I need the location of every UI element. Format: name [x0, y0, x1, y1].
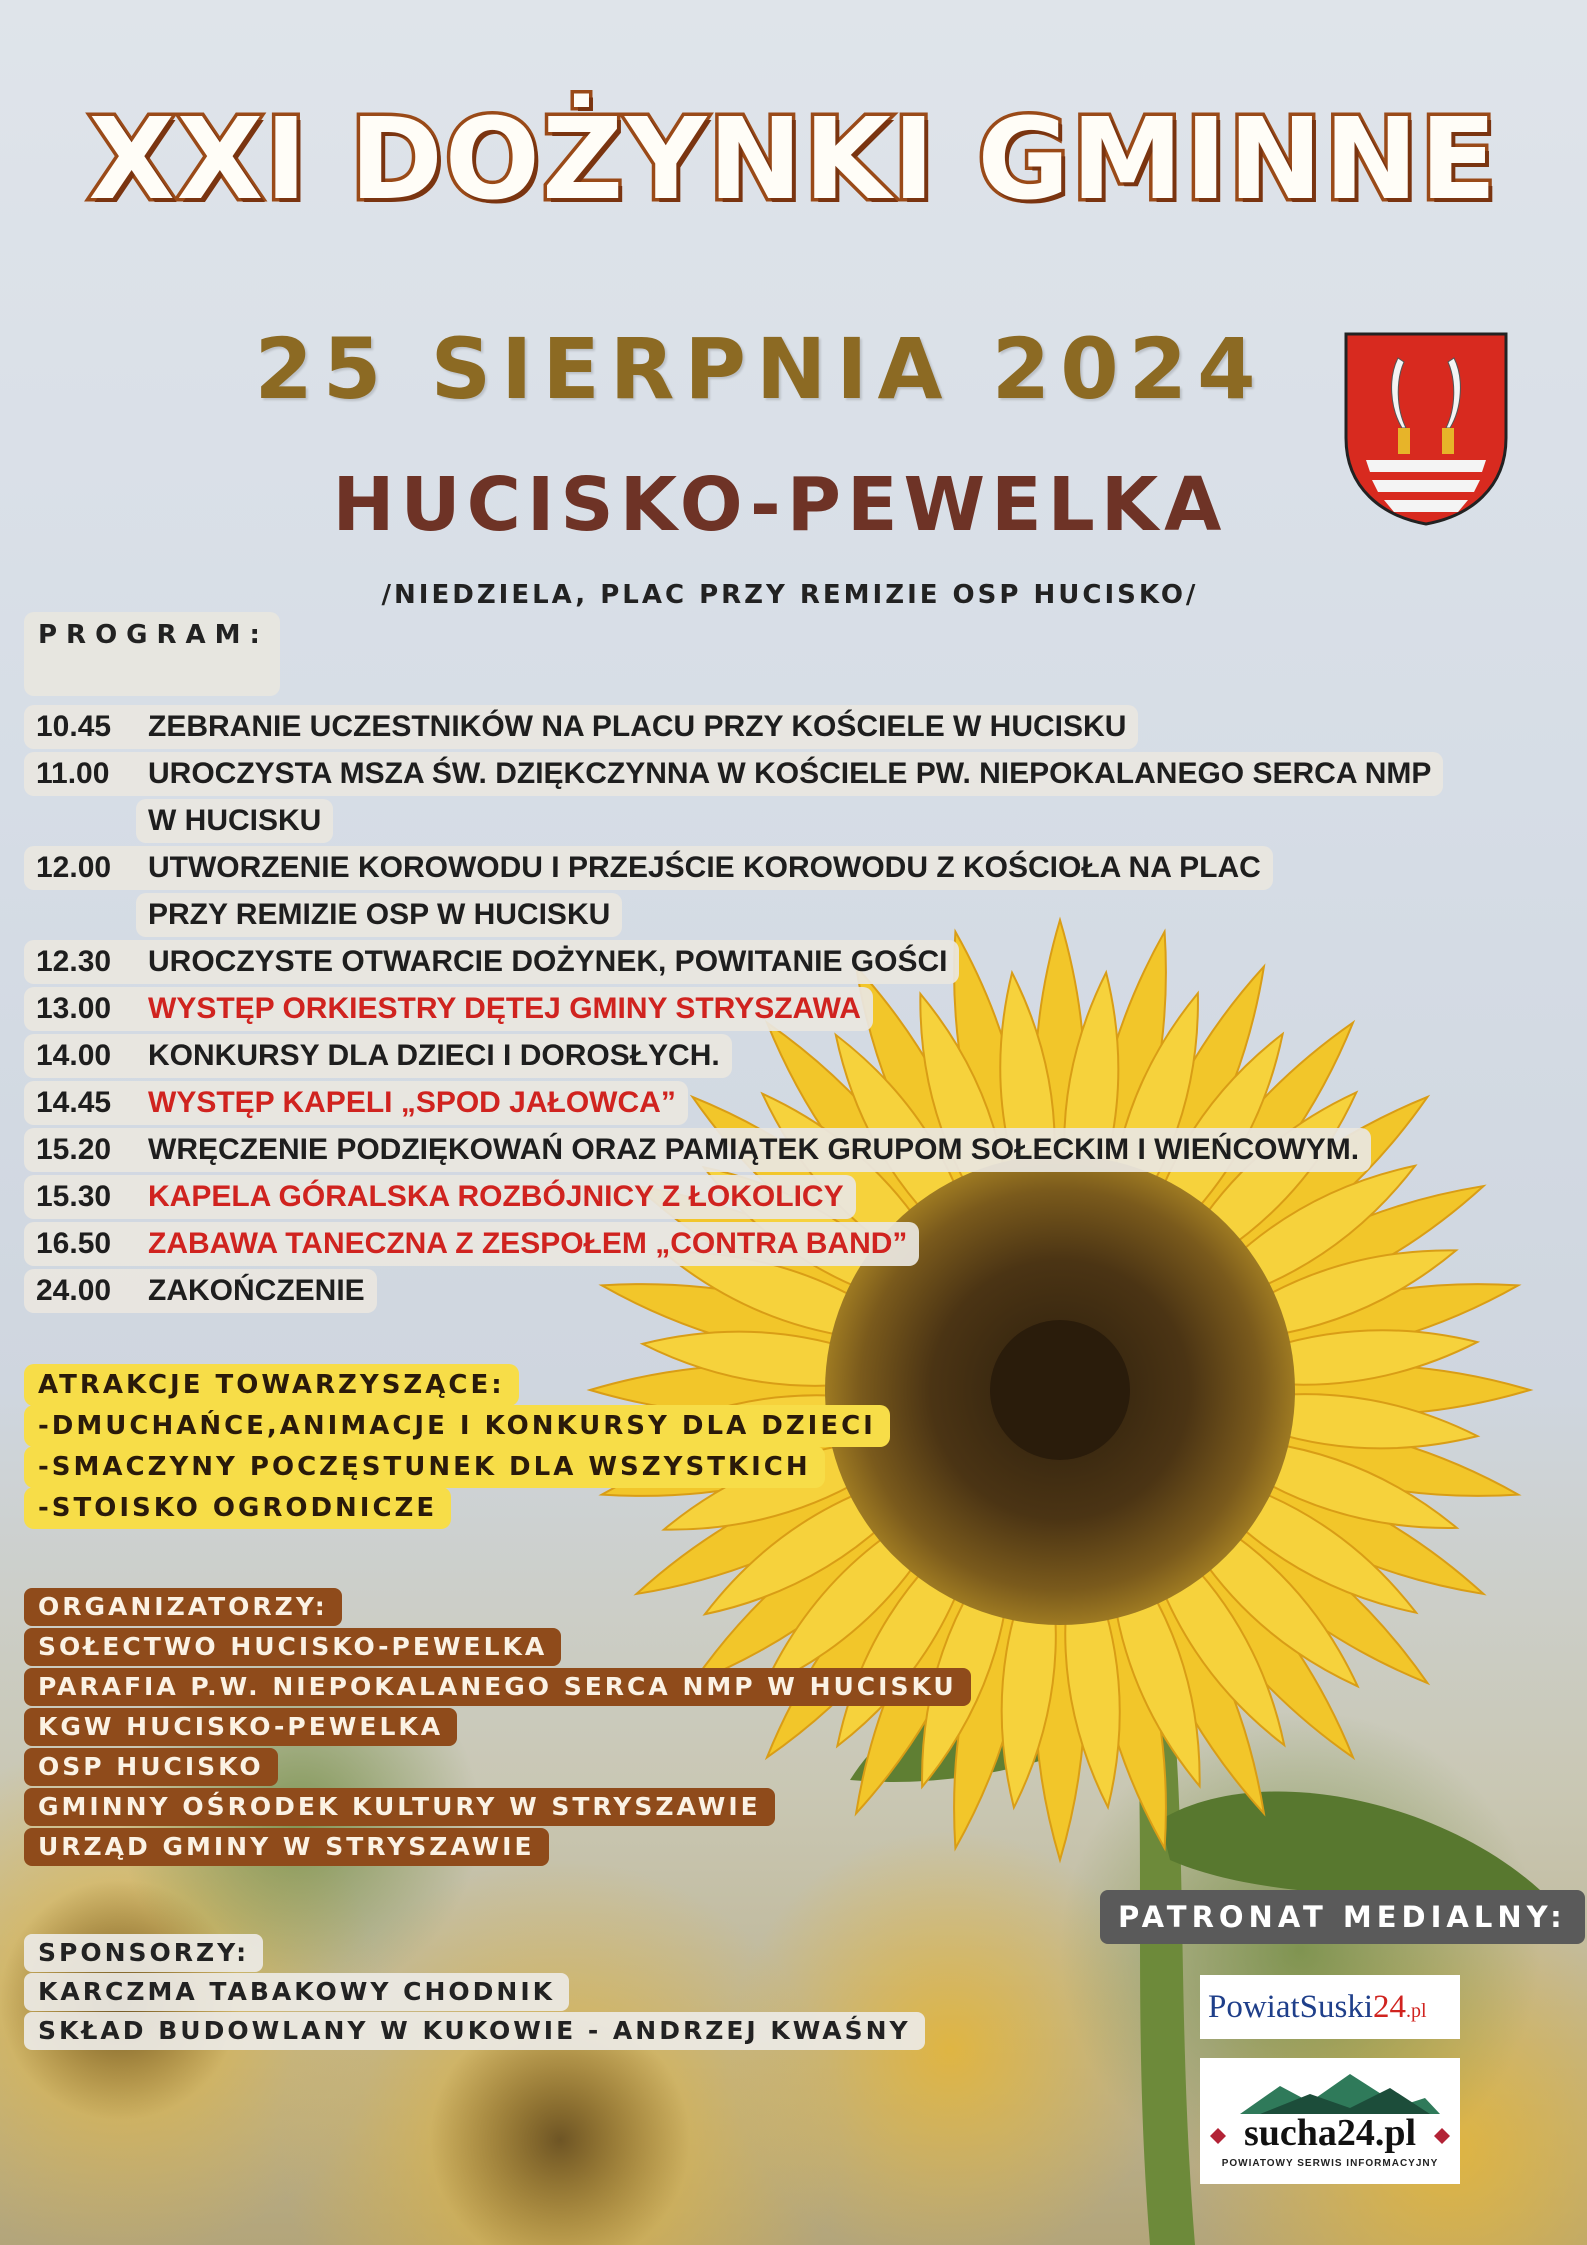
program-row — [24, 846, 1273, 890]
attractions-header: ATRAKCJE TOWARZYSZĄCE: — [24, 1364, 519, 1406]
program-time: 24.00 — [36, 1274, 112, 1307]
program-row — [24, 705, 1138, 749]
program-text-highlight: WYSTĘP KAPELI „SPOD JAŁOWCA” — [148, 1086, 676, 1119]
program-time: 15.20 — [36, 1133, 112, 1166]
logo1-part: Suski — [1299, 1989, 1374, 2025]
event-place: HUCISKO-PEWELKA — [332, 462, 1228, 548]
program-row — [24, 752, 1443, 796]
program-text: UROCZYSTE OTWARCIE DOŻYNEK, POWITANIE GOŚCI — [148, 945, 948, 978]
program-time: 12.00 — [36, 851, 112, 884]
program-text: KONKURSY DLA DZIECI I DOROSŁYCH. — [148, 1039, 720, 1072]
attraction-item: -DMUCHAŃCE,ANIMACJE I KONKURSY DLA DZIECI — [24, 1405, 890, 1447]
attraction-item: -SMACZYNY POCZĘSTUNEK DLA WSZYSTKICH — [24, 1446, 825, 1488]
program-text-highlight: ZABAWA TANECZNA Z ZESPOŁEM „CONTRA BAND” — [148, 1227, 908, 1260]
sponsor-item: SKŁAD BUDOWLANY W KUKOWIE - ANDRZEJ KWAŚNY — [24, 2012, 925, 2050]
program-row — [24, 987, 873, 1031]
program-row — [24, 1128, 1371, 1172]
program-row — [24, 1269, 377, 1313]
program-time: 11.00 — [36, 757, 110, 790]
organizer-item: GMINNY OŚRODEK KULTURY W STRYSZAWIE — [24, 1788, 775, 1826]
program-text-highlight: WYSTĘP ORKIESTRY DĘTEJ GMINY STRYSZAWA — [148, 992, 861, 1025]
program-time: 15.30 — [36, 1180, 112, 1213]
program-text: UTWORZENIE KOROWODU I PRZEJŚCIE KOROWODU Z KOŚCIOŁA NA PLAC — [148, 851, 1261, 884]
program-row — [24, 1175, 856, 1219]
logo1-part: Powiat — [1208, 1989, 1300, 2025]
program-time: 14.00 — [36, 1039, 112, 1072]
logo2-tagline: POWIATOWY SERWIS INFORMACYJNY — [1221, 2158, 1439, 2169]
sponsors-header: SPONSORZY: — [24, 1934, 263, 1972]
event-title: XXI DOŻYNKI GMINNE — [88, 95, 1499, 225]
program-row — [24, 1034, 732, 1078]
sponsor-item: KARCZMA TABAKOWY CHODNIK — [24, 1973, 569, 2011]
organizer-item: PARAFIA P.W. NIEPOKALANEGO SERCA NMP W HUCISKU — [24, 1668, 971, 1706]
program-text: ZEBRANIE UCZESTNIKÓW NA PLACU PRZY KOŚCIELE W HUCISKU — [148, 710, 1127, 743]
sucha24-logo[interactable] — [1200, 2058, 1460, 2184]
program-text: ZAKOŃCZENIE — [148, 1274, 365, 1307]
program-time: 14.45 — [36, 1086, 112, 1119]
program-row — [24, 940, 959, 984]
logo1-part: 24 — [1373, 1989, 1407, 2025]
coat-of-arms-icon — [1340, 328, 1512, 528]
logo2-name: sucha24.pl — [1243, 2112, 1417, 2154]
organizer-item: URZĄD GMINY W STRYSZAWIE — [24, 1828, 549, 1866]
logo1-part: .pl — [1406, 2000, 1427, 2022]
program-time: 12.30 — [36, 945, 112, 978]
program-time: 13.00 — [36, 992, 112, 1025]
event-subtitle: /NIEDZIELA, PLAC PRZY REMIZIE OSP HUCISKO/ — [381, 580, 1199, 610]
program-row-continuation: W HUCISKU — [136, 799, 333, 843]
event-date: 25 SIERPNIA 2024 — [254, 320, 1266, 418]
attraction-item: -STOISKO OGRODNICZE — [24, 1487, 451, 1529]
program-row — [24, 1081, 688, 1125]
program-text: UROCZYSTA MSZA ŚW. DZIĘKCZYNNA W KOŚCIELE PW. NIEPOKALANEGO SERCA NMP — [148, 757, 1432, 790]
program-text-highlight: KAPELA GÓRALSKA ROZBÓJNICY Z ŁOKOLICY — [148, 1180, 844, 1213]
program-time: 10.45 — [36, 710, 112, 743]
powiatsuski24-logo[interactable] — [1200, 1975, 1460, 2039]
program-row — [24, 1222, 919, 1266]
program-header: PROGRAM: — [24, 612, 280, 696]
media-patronage-label: PATRONAT MEDIALNY: — [1100, 1890, 1585, 1944]
organizer-item: KGW HUCISKO-PEWELKA — [24, 1708, 457, 1746]
program-time: 16.50 — [36, 1227, 112, 1260]
program-text: WRĘCZENIE PODZIĘKOWAŃ ORAZ PAMIĄTEK GRUPOM SOŁECKIM I WIEŃCOWYM. — [148, 1133, 1360, 1166]
program-row-continuation: PRZY REMIZIE OSP W HUCISKU — [136, 893, 622, 937]
organizer-item: OSP HUCISKO — [24, 1748, 278, 1786]
organizer-item: SOŁECTWO HUCISKO-PEWELKA — [24, 1628, 561, 1666]
organizers-header: ORGANIZATORZY: — [24, 1588, 342, 1626]
